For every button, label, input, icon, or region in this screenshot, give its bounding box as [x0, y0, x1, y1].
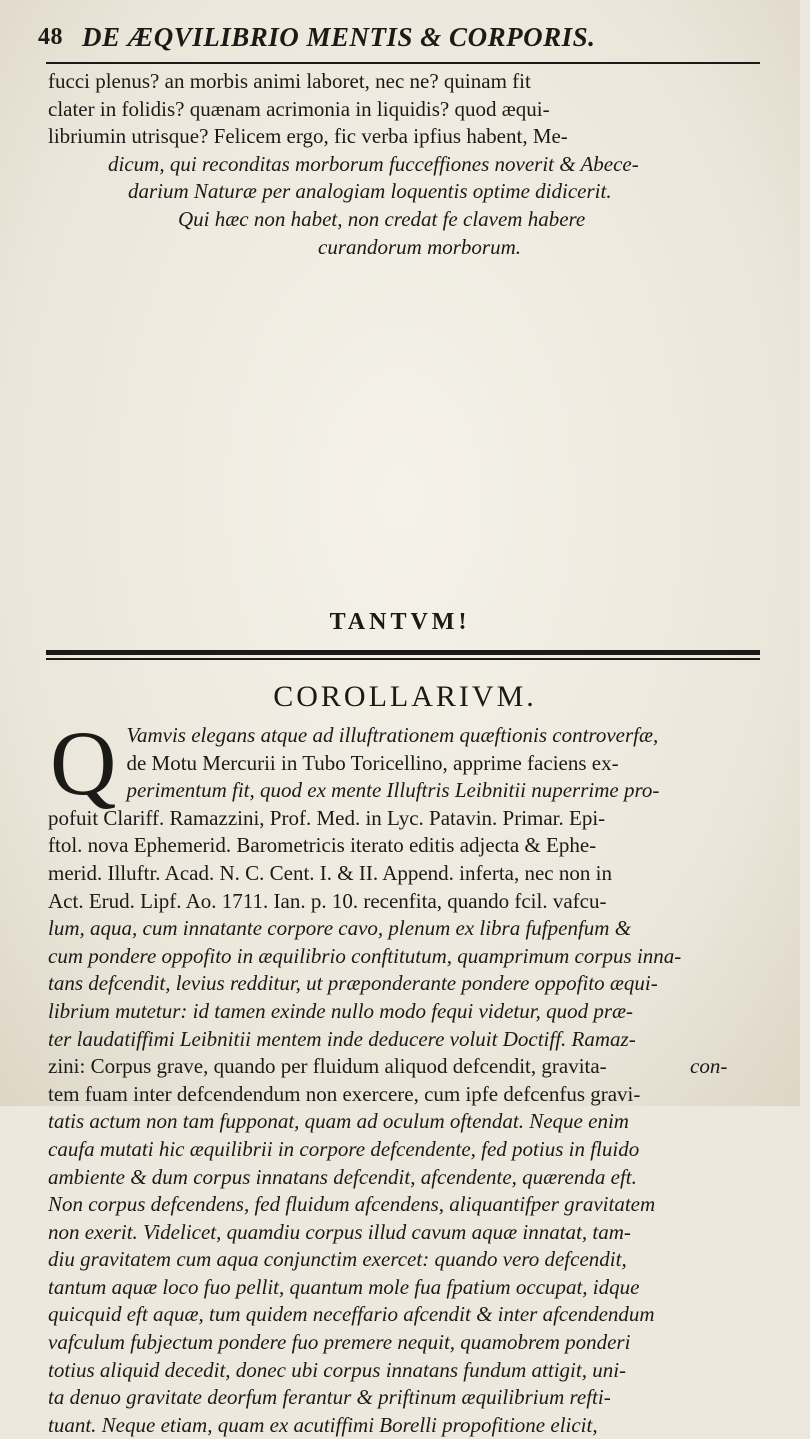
text-line: curandorum morborum.	[318, 234, 522, 259]
text-line: lum, aqua, cum innatante corpore cavo, plenum ex libra fufpenfum &	[48, 916, 632, 941]
corollary-paragraph	[48, 712, 762, 1439]
text-line: merid. Illuftr. Acad. N. C. Cent. I. & II. Append. inferta, nec non in	[48, 860, 612, 885]
text-line: ftol. nova Ephemerid. Barometricis iterato editis adjecta & Ephe-	[48, 833, 597, 858]
text-line: tuant. Neque etiam, quam ex acutiffimi Borelli propofitione elicit,	[48, 1412, 598, 1437]
text-line: ta denuo gravitate deorfum ferantur & priftinum æquilibrium refti-	[48, 1385, 611, 1410]
section-rule-thin	[46, 658, 760, 660]
text-line: Non corpus defcendens, fed fluidum afcendens, aliquantifper gravitatem	[48, 1192, 656, 1217]
text-line: fucci plenus? an morbis animi laboret, nec ne? quinam fit	[48, 69, 531, 93]
text-line: librium mutetur: id tamen exinde nullo modo fequi videtur, quod præ-	[48, 998, 634, 1023]
text-line: darium Naturæ per analogiam loquentis optime didicerit.	[128, 179, 612, 204]
section-rule	[46, 650, 760, 655]
text-line: ter laudatiffimi Leibnitii mentem inde deducere voluit Doctiff. Ramaz-	[48, 1026, 636, 1051]
text-line: Vamvis elegans atque ad illuftrationem quæftionis controverfæ,	[126, 723, 659, 747]
header-rule	[46, 62, 760, 64]
drop-cap: Q	[50, 712, 117, 814]
text-line: ambiente & dum corpus innatans defcendit, afcendente, quærenda eft.	[48, 1164, 637, 1189]
finis-text: TANTVM!	[329, 609, 471, 635]
running-head	[38, 18, 758, 62]
text-line: Act. Erud. Lipf. Ao. 1711. Ian. p. 10. recenfita, quando fcil. vafcu-	[48, 888, 607, 913]
text-line: de Motu Mercurii in Tubo Toricellino, apprime faciens ex-	[126, 750, 619, 775]
text-line: tatis actum non tam fupponat, quam ad oculum oftendat. Neque enim	[48, 1109, 629, 1134]
running-title: DE ÆQVILIBRIO MENTIS & CORPORIS.	[82, 22, 596, 52]
text-line: perimentum fit, quod ex mente Illuftris Leibnitii nuperrime pro-	[126, 778, 660, 803]
text-line: pofuit Clariff. Ramazzini, Prof. Med. in Lyc. Patavin. Primar. Epi-	[48, 805, 606, 830]
section-title: COROLLARIVM.	[273, 680, 537, 713]
text-line: tem fuam inter defcendendum non exercere, cum ipfe defcenfus gravi-	[48, 1081, 641, 1106]
text-line: non exerit. Videlicet, quamdiu corpus illud cavum aquæ innatat, tam-	[48, 1219, 631, 1244]
text-line: tans defcendit, levius redditur, ut præponderante pondere oppofito æqui-	[48, 971, 658, 996]
text-line: Qui hæc non habet, non credat fe clavem habere	[178, 206, 586, 231]
text-line: libriumin utrisque? Felicem ergo, fic verba ipfius habent, Me-	[48, 124, 568, 149]
text-line: zini: Corpus grave, quando per fluidum aliquod defcendit, gravita-	[48, 1054, 607, 1079]
text-line: tantum aquæ loco fuo pellit, quantum mole fua fpatium occupat, idque	[48, 1274, 640, 1299]
catchword: con-	[690, 1054, 728, 1078]
text-line: cum pondere oppofito in æquilibrio conftitutum, quamprimum corpus inna-	[48, 943, 682, 968]
text-line: quicquid eft aquæ, tum quidem neceffario afcendit & inter afcendendum	[48, 1302, 655, 1327]
text-line: totius aliquid decedit, donec ubi corpus innatans fundum attigit, uni-	[48, 1357, 627, 1382]
page-number: 48	[38, 24, 63, 50]
text-line: dicum, qui reconditas morborum fucceffiones noverit & Abece-	[108, 151, 639, 176]
text-line: vafculum fubjectum pondere fuo premere nequit, quamobrem ponderi	[48, 1330, 631, 1355]
intro-paragraph	[48, 68, 762, 261]
text-line: caufa mutati hic æquilibrii in corpore defcendente, fed potius in fluido	[48, 1136, 640, 1161]
text-line: clater in folidis? quænam acrimonia in liquidis? quod æqui-	[48, 96, 550, 121]
text-line: diu gravitatem cum aqua conjunctim exercet: quando vero defcendit,	[48, 1247, 627, 1272]
